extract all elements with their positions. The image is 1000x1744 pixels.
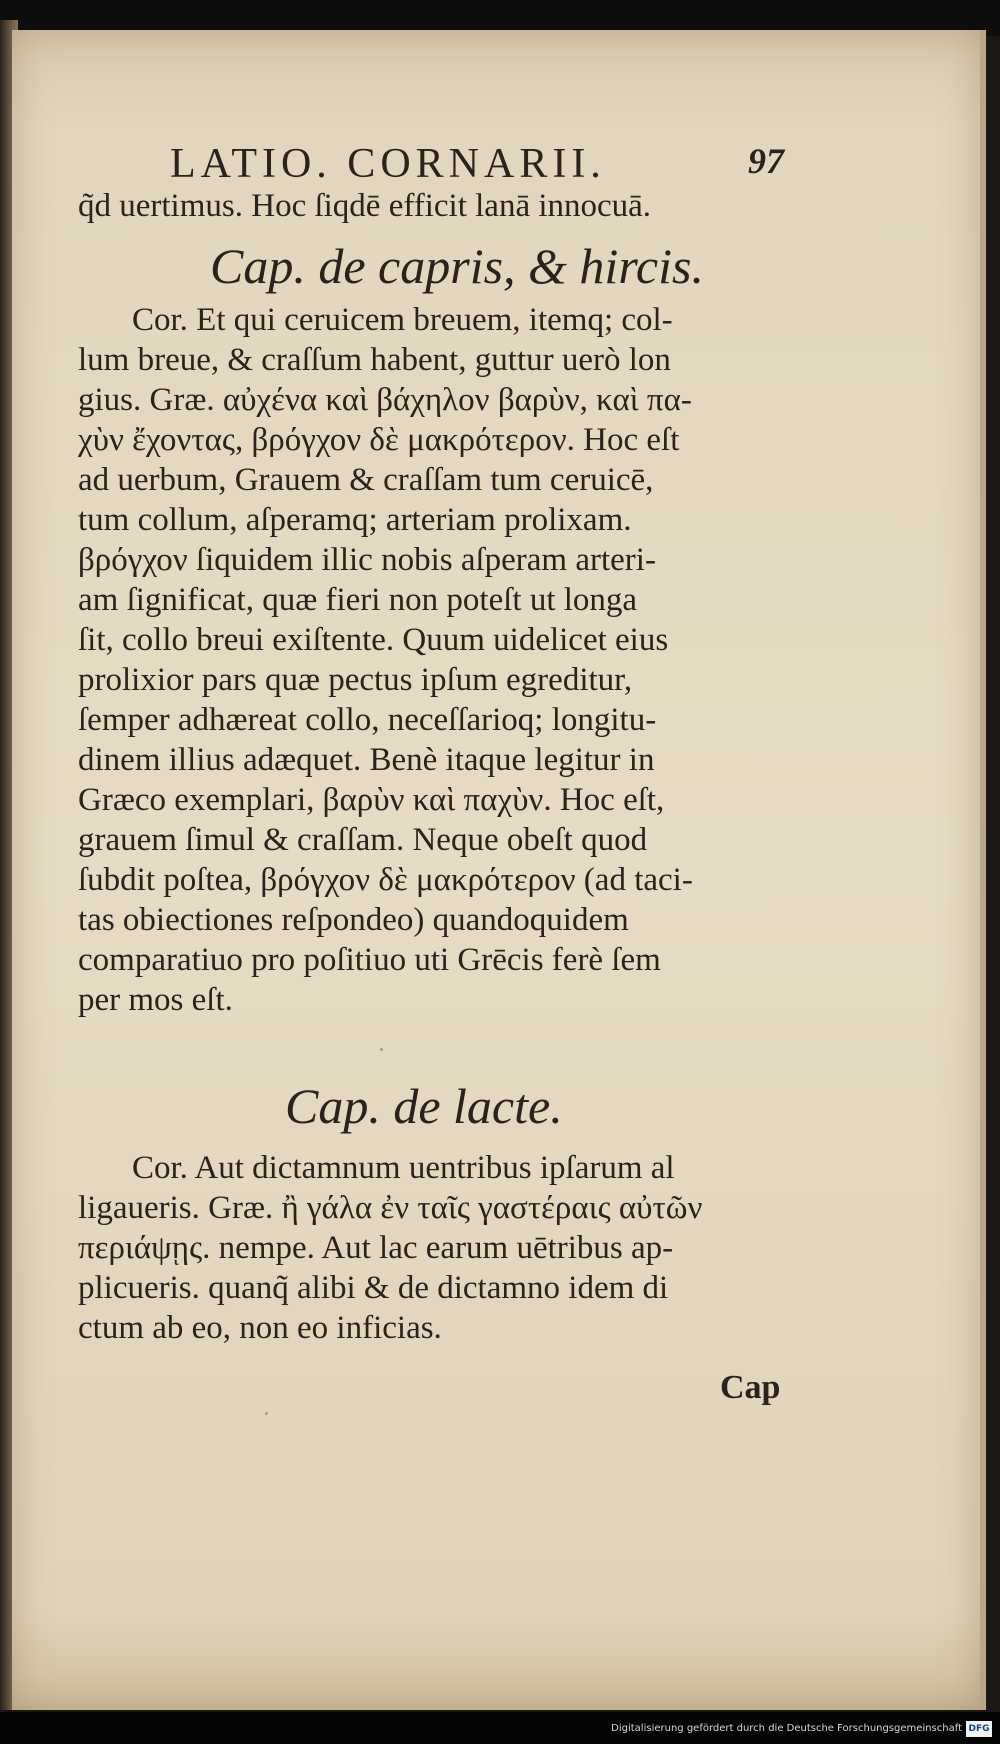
folio-number: 97 [748, 141, 784, 181]
text-line: am ſignificat, quæ fieri non poteſt ut longa [78, 582, 638, 618]
text-line: plicueris. quanq̃ alibi & de dictamno idem di [78, 1270, 669, 1306]
text-line: ſemper adhæreat collo, neceſſarioq; longitu- [78, 702, 657, 738]
text-line: Cor. Et qui ceruicem breuem, itemq; col- [132, 302, 673, 338]
text-line: περιάψῃς. nempe. Aut lac earum uētribus ap- [78, 1230, 674, 1266]
text-line: Cor. Aut dictamnum uentribus ipſarum al [132, 1150, 675, 1186]
text-line: prolixior pars quæ pectus ipſum egreditur, [78, 662, 633, 698]
text-line: Græco exemplari, βαρὺν καὶ παχὺν. Hoc eſt, [78, 782, 665, 818]
text-line: comparatiuo pro poſitiuo uti Grēcis ferè ſem [78, 942, 661, 978]
text-line: dinem illius adæquet. Benè itaque legitur in [78, 742, 655, 778]
text-line: ligaueris. Græ. ἢ γάλα ἐν ταῖς γαστέραις αὐτῶν [78, 1190, 703, 1226]
text-line: ſit, collo breui exiſtente. Quum uidelicet eius [78, 622, 669, 658]
catchword: Cap [720, 1369, 781, 1406]
chapter-heading-capris: Cap. de capris, & hircis. [210, 238, 704, 294]
text-line: tas obiectiones reſpondeo) quandoquidem [78, 902, 629, 938]
chapter-heading-lacte: Cap. de lacte. [285, 1078, 563, 1134]
text-line: ad uerbum, Grauem & craſſam tum ceruicē, [78, 462, 654, 498]
text-line: ſubdit poſtea, βρόγχον δὲ μακρότερον (ad taci- [78, 862, 693, 898]
text-line: per mos eſt. [78, 982, 233, 1018]
text-line: lum breue, & craſſum habent, guttur uerò lon [78, 342, 671, 378]
text-line: ctum ab eo, non eo inficias. [78, 1310, 442, 1346]
paper-speck [380, 1048, 383, 1051]
text-line: tum collum, aſperamq; arteriam prolixam. [78, 502, 632, 538]
dfg-logo: DFG [966, 1721, 992, 1737]
text-line: q̃d uertimus. Hoc ſiqdē efficit lanā innocuā. [78, 188, 652, 224]
text-line: grauem ſimul & craſſam. Neque obeſt quod [78, 822, 648, 858]
running-head: LATIO. CORNARII. [170, 141, 606, 187]
text-line: χὺν ἔχοντας, βρόγχον δὲ μακρότερον. Hoc eſt [78, 422, 680, 458]
text-line: βρόγχον ſiquidem illic nobis aſperam arteri- [78, 542, 656, 578]
paper-speck [265, 1412, 268, 1415]
digitization-credit: Digitalisierung gefördert durch die Deutsche Forschungsgemeinschaft [611, 1723, 962, 1734]
text-line: gius. Græ. αὐχένα καὶ βάχηλον βαρὺν, καὶ πα- [78, 382, 692, 418]
